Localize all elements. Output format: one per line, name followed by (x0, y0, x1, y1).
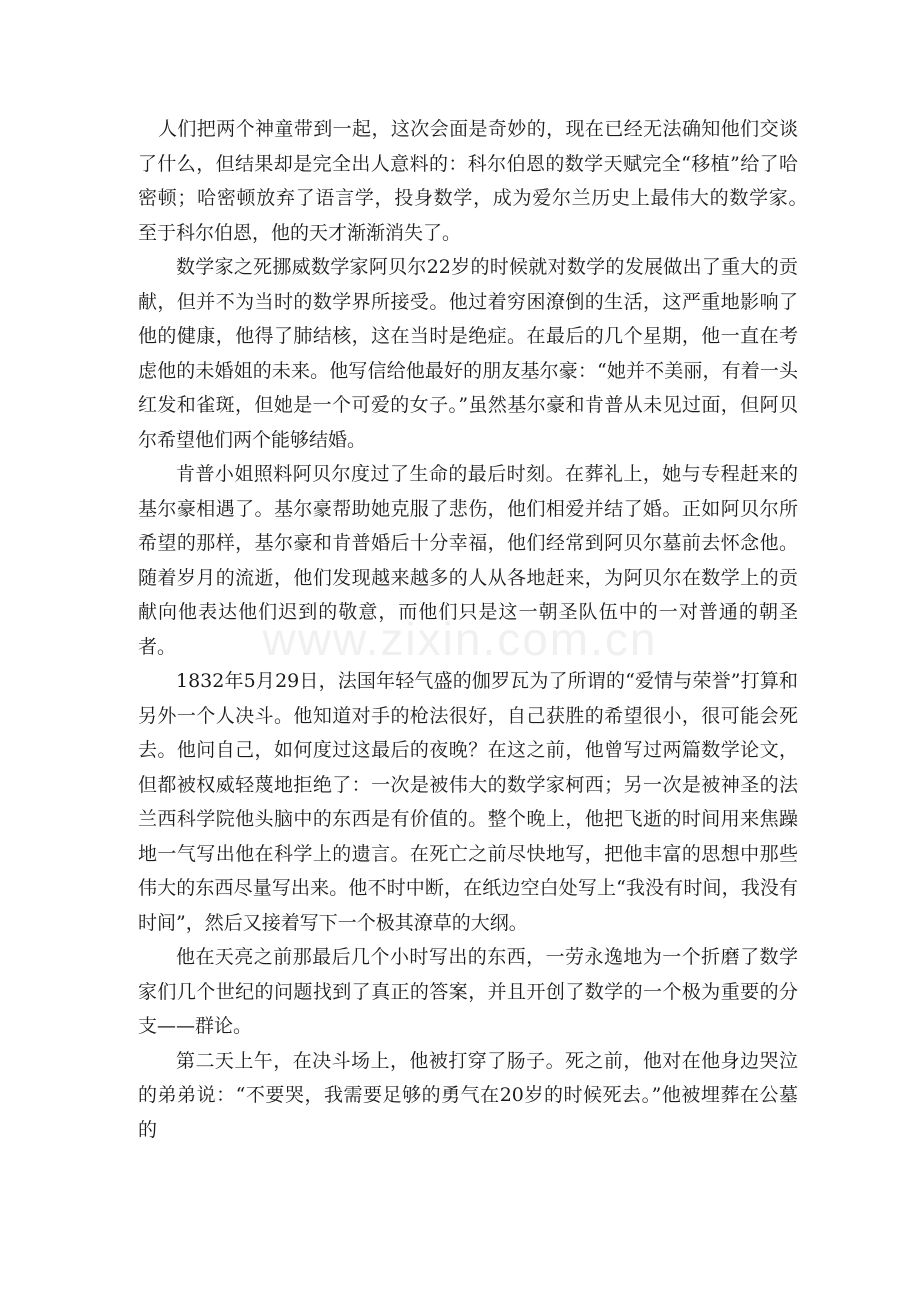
paragraph-5: 他在天亮之前那最后几个小时写出的东西，一劳永逸地为一个折磨了数学家们几个世纪的问题找到了真正的答案，并且开创了数学的一个极为重要的分支——群论。 (138, 946, 798, 1037)
paragraph-2: 数学家之死挪威数学家阿贝尔22岁的时候就对数学的发展做出了重大的贡献，但并不为当时的数学界所接受。他过着穷困潦倒的生活，这严重地影响了他的健康，他得了肺结核，这在当时是绝症。在最后的几个星期，他一直在考虑他的未婚姐的未来。他写信给他最好的朋友基尔豪：“她并不美丽，有着一头红发和雀斑，但她是一个可爱的女子。”虽然基尔豪和肯普从未见过面，但阿贝尔希望他们两个能够结婚。 (138, 256, 798, 451)
paragraph-6: 第二天上午，在决斗场上，他被打穿了肠子。死之前，他对在他身边哭泣的弟弟说：“不要哭，我需要足够的勇气在20岁的时候死去。”他被埋葬在公墓的 (138, 1049, 798, 1141)
document-body (138, 112, 818, 1147)
paragraph-3: 肯普小姐照料阿贝尔度过了生命的最后时刻。在葬礼上，她与专程赶来的基尔豪相遇了。基尔豪帮助她克服了悲伤，他们相爱并结了婚。正如阿贝尔所希望的那样，基尔豪和肯普婚后十分幸福，他们经常到阿贝尔墓前去怀念他。随着岁月的流逝，他们发现越来越多的人从各地赶来，为阿贝尔在数学上的贡献向他表达他们迟到的敬意，而他们只是这一朝圣队伍中的一对普通的朝圣者。 (138, 463, 798, 658)
paragraph-4: 1832年5月29日，法国年轻气盛的伽罗瓦为了所谓的“爱情与荣誉”打算和另外一个人决斗。他知道对手的枪法很好，自己获胜的希望很小，很可能会死去。他问自己，如何度过这最后的夜晚？在这之前，他曾写过两篇数学论文，但都被权威轻蔑地拒绝了：一次是被伟大的数学家柯西；另一次是被神圣的法兰西科学院他头脑中的东西是有价值的。整个晚上，他把飞逝的时间用来焦躁地一气写出他在科学上的遗言。在死亡之前尽快地写，把他丰富的思想中那些伟大的东西尽量写出来。他不时中断，在纸边空白处写上“我没有时间，我没有时间”，然后又接着写下一个极其潦草的大纲。 (138, 670, 798, 934)
watermark: www.zixin.com.cn (262, 613, 658, 665)
paragraph-1: 人们把两个神童带到一起，这次会面是奇妙的，现在已经无法确知他们交谈了什么，但结果却是完全出人意料的：科尔伯恩的数学天赋完全“移植”给了哈密顿；哈密顿放弃了语言学，投身数学，成为爱尔兰历史上最伟大的数学家。 至于科尔伯恩，他的天才渐渐消失了。 (138, 118, 818, 244)
